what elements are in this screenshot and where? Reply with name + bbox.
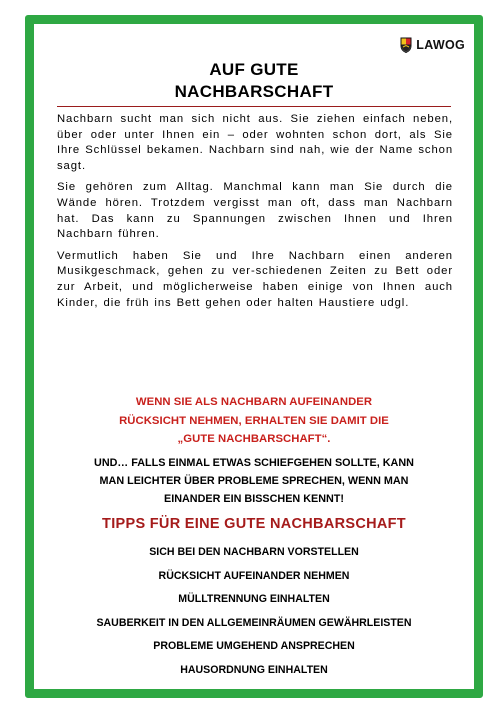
poster-frame <box>25 15 483 698</box>
highlight-line-2: RÜCKSICHT NEHMEN, ERHALTEN SIE DAMIT DIE <box>119 414 389 427</box>
paragraph: Sie gehören zum Alltag. Manchmal kann man Sie durch die Wände hören. Trotzdem vergisst man oft, dass man Nachbarn hat. Das kann zu Spannungen zwischen Ihnen und Ihren Nachbarn führen. <box>57 181 453 241</box>
tip-item: SAUBERKEIT IN DEN ALLGEMEINRÄUMEN GEWÄHRLEISTEN <box>96 616 412 629</box>
coat-of-arms-icon <box>400 37 412 53</box>
tips-heading: TIPPS FÜR EINE GUTE NACHBARSCHAFT <box>102 516 406 532</box>
tip-item: PROBLEME UMGEHEND ANSPRECHEN <box>153 640 355 653</box>
body-text <box>57 112 453 317</box>
highlight-line-3: „GUTE NACHBARSCHAFT“. <box>177 433 331 445</box>
title-line-1: AUF GUTE <box>209 60 299 79</box>
paragraph: Nachbarn sucht man sich nicht aus. Sie ziehen einfach neben, über oder unter Ihnen ein – oder wohnten schon dort, als Sie Ihre Schlüssel bekamen. Nachbarn sind nah, wie der Name schon sagt. <box>57 113 453 172</box>
tip-item: MÜLLTRENNUNG EINHALTEN <box>178 593 330 606</box>
title-divider <box>57 106 451 107</box>
brand-name: LAWOG <box>416 38 465 52</box>
note-line-1: UND… FALLS EINMAL ETWAS SCHIEFGEHEN SOLLTE, KANN <box>94 457 414 469</box>
page-title <box>34 59 474 103</box>
highlight-message <box>48 393 460 449</box>
note-line-3: EINANDER EIN BISSCHEN KENNT! <box>164 493 344 505</box>
tips-list <box>34 544 474 686</box>
tip-item: SICH BEI DEN NACHBARN VORSTELLEN <box>149 546 359 558</box>
brand-logo <box>400 37 465 53</box>
note-message <box>48 454 460 508</box>
highlight-line-1: WENN SIE ALS NACHBARN AUFEINANDER <box>135 396 373 408</box>
tip-item: HAUSORDNUNG EINHALTEN <box>180 663 328 676</box>
paragraph: Vermutlich haben Sie und Ihre Nachbarn einen anderen Musikgeschmack, gehen zu ver-schiedenen Zeiten zu Bett oder zur Arbeit, und möglicherweise haben einige von Ihnen auch Kinder, die früh ins Bett gehen oder halten Haustiere udgl. <box>57 249 453 309</box>
note-line-2: MAN LEICHTER ÜBER PROBLEME SPRECHEN, WENN MAN <box>99 475 409 487</box>
tip-item: RÜCKSICHT AUFEINANDER NEHMEN <box>158 569 350 582</box>
title-line-2: NACHBARSCHAFT <box>174 82 334 101</box>
